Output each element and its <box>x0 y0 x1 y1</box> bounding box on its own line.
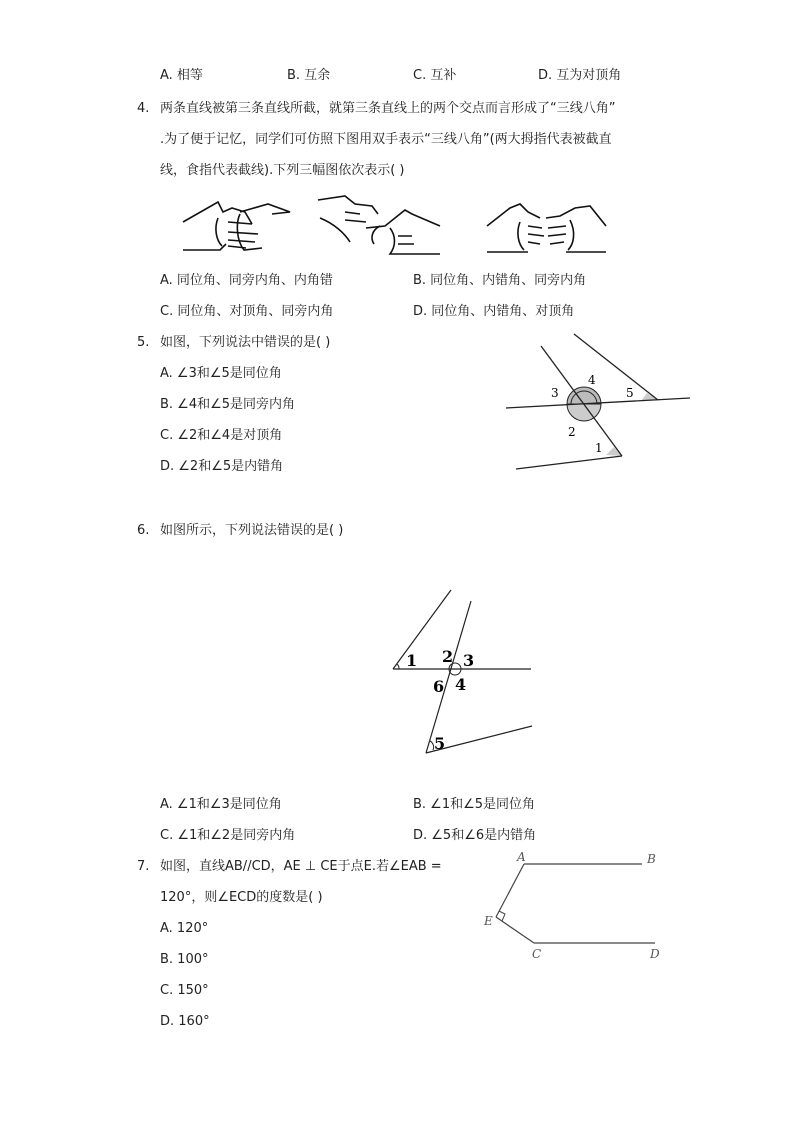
q7-stem-line2: 120°，则∠ECD的度数是( ) <box>160 890 323 905</box>
q3-option-c: C. 互补 <box>413 68 457 83</box>
q6-label-1: 1 <box>406 651 418 670</box>
q5-label-3: 3 <box>551 386 559 400</box>
q6-label-2: 2 <box>442 647 454 666</box>
q6-option-a: A. ∠1和∠3是同位角 <box>160 797 282 812</box>
q5-label-5: 5 <box>626 386 634 400</box>
q7-label-c: C <box>532 947 542 961</box>
q4-option-a: A. 同位角、同旁内角、内角错 <box>160 273 333 288</box>
q4-option-c: C. 同位角、对顶角、同旁内角 <box>160 304 334 319</box>
q4-stem-line1: 两条直线被第三条直线所截，就第三条直线上的两个交点而言形成了“三线八角” <box>160 101 616 116</box>
q6-option-c: C. ∠1和∠2是同旁内角 <box>160 828 296 843</box>
q6-label-6: 6 <box>433 677 445 696</box>
q6-option-b: B. ∠1和∠5是同位角 <box>413 797 536 812</box>
q7-option-b: B. 100° <box>160 952 209 967</box>
hands-figure-alternate <box>318 196 440 254</box>
q5-option-d: D. ∠2和∠5是内错角 <box>160 459 284 474</box>
hands-figure-corresponding <box>183 202 290 250</box>
q6-label-4: 4 <box>455 675 467 694</box>
q6-stem: 如图所示，下列说法错误的是( ) <box>160 523 344 538</box>
q7-label-e: E <box>484 914 493 928</box>
q7-label-b: B <box>647 852 656 866</box>
q7-label-d: D <box>650 947 660 961</box>
q4-option-b: B. 同位角、内错角、同旁内角 <box>413 273 587 288</box>
q6-label-3: 3 <box>463 651 475 670</box>
q4-option-d: D. 同位角、内错角、对顶角 <box>413 304 575 319</box>
q5-option-c: C. ∠2和∠4是对顶角 <box>160 428 283 443</box>
q6-option-d: D. ∠5和∠6是内错角 <box>413 828 537 843</box>
q3-option-d: D. 互为对顶角 <box>538 68 622 83</box>
hands-figure-interior <box>487 204 606 252</box>
q7-stem-line1: 如图，直线AB//CD，AE ⊥ CE于点E.若∠EAB = <box>160 859 442 874</box>
q4-stem-line2: .为了便于记忆，同学们可仿照下图用双手表示“三线八角”(两大拇指代表被截直 <box>160 132 612 147</box>
q5-label-1: 1 <box>595 441 603 455</box>
q5-option-a: A. ∠3和∠5是同位角 <box>160 366 282 381</box>
q6-label-5: 5 <box>434 734 446 753</box>
q4-stem-line3: 线，食指代表截线).下列三幅图依次表示( ) <box>160 163 405 178</box>
q5-figure <box>506 334 690 469</box>
q3-option-b: B. 互余 <box>287 68 331 83</box>
q7-option-a: A. 120° <box>160 921 209 936</box>
q5-option-b: B. ∠4和∠5是同旁内角 <box>160 397 296 412</box>
q7-option-c: C. 150° <box>160 983 209 998</box>
q5-number: 5. <box>137 335 150 350</box>
q7-figure <box>483 850 660 961</box>
q5-label-2: 2 <box>568 425 576 439</box>
q5-label-4: 4 <box>588 373 596 387</box>
q7-option-d: D. 160° <box>160 1014 210 1029</box>
q5-stem: 如图，下列说法中错误的是( ) <box>160 335 331 350</box>
q3-option-a: A. 相等 <box>160 68 203 83</box>
q6-figure <box>393 590 532 753</box>
q4-number: 4. <box>137 101 150 116</box>
q6-number: 6. <box>137 523 150 538</box>
q7-label-a: A <box>517 850 526 864</box>
q7-number: 7. <box>137 859 150 874</box>
